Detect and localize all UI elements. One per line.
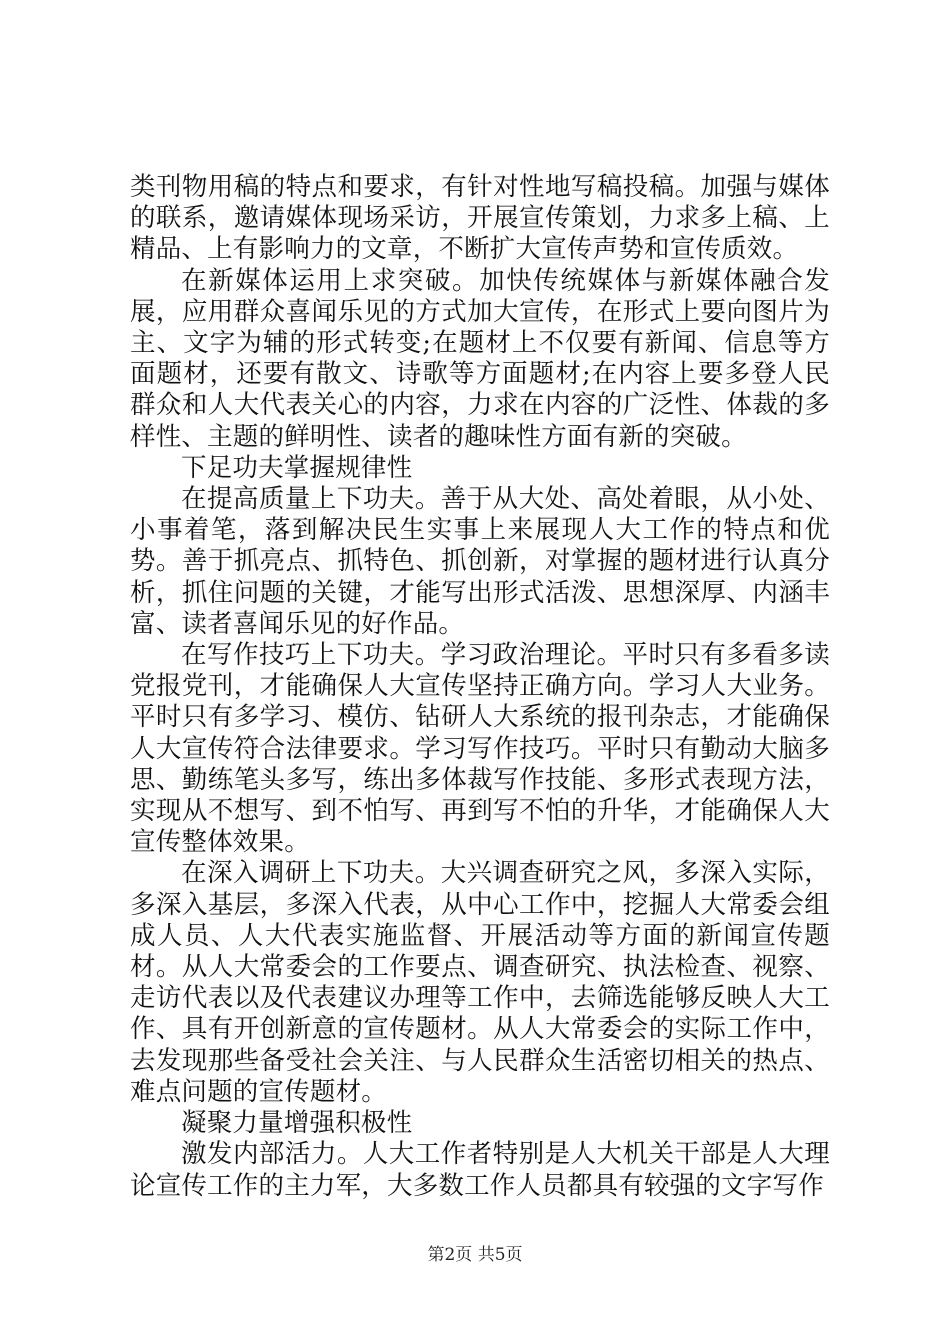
document-body [130, 172, 830, 1202]
page-number-label: 第2页 共5页 [427, 1245, 523, 1265]
page-footer [0, 1240, 950, 1265]
paragraph: 在新媒体运用上求突破。加快传统媒体与新媒体融合发展，应用群众喜闻乐见的方式加大宣传，在形式上要向图片为主、文字为辅的形式转变;在题材上不仅要有新闻、信息等方面题材，还要有散文、诗歌等方面题材;在内容上要多登人民群众和人大代表关心的内容，力求在内容的广泛性、体裁的多样性、主题的鲜明性、读者的趣味性方面有新的突破。 [130, 265, 830, 452]
section-heading: 凝聚力量增强积极性 [181, 1108, 413, 1139]
section-heading: 下足功夫掌握规律性 [181, 452, 413, 483]
paragraph: 在写作技巧上下功夫。学习政治理论。平时只有多看多读党报党刊，才能确保人大宣传坚持正确方向。学习人大业务。平时只有多学习、模仿、钻研人大系统的报刊杂志，才能确保人大宣传符合法律要求。学习写作技巧。平时只有勤动大脑多思、勤练笔头多写，练出多体裁写作技能、多形式表现方法，实现从不想写、到不怕写、再到写不怕的升华，才能确保人大宣传整体效果。 [130, 640, 830, 858]
paragraph-continuation: 类刊物用稿的特点和要求，有针对性地写稿投稿。加强与媒体的联系，邀请媒体现场采访，开展宣传策划，力求多上稿、上精品、上有影响力的文章，不断扩大宣传声势和宣传质效。 [130, 172, 830, 265]
paragraph: 在深入调研上下功夫。大兴调查研究之风，多深入实际，多深入基层，多深入代表，从中心工作中，挖掘人大常委会组成人员、人大代表实施监督、开展活动等方面的新闻宣传题材。从人大常委会的工作要点、调查研究、执法检查、视察、走访代表以及代表建议办理等工作中，去筛选能够反映人大工作、具有开创新意的宣传题材。从人大常委会的实际工作中，去发现那些备受社会关注、与人民群众生活密切相关的热点、难点问题的宣传题材。 [130, 858, 830, 1107]
paragraph: 激发内部活力。人大工作者特别是人大机关干部是人大理论宣传工作的主力军，大多数工作人员都具有较强的文字写作 [130, 1139, 830, 1201]
paragraph: 在提高质量上下功夫。善于从大处、高处着眼，从小处、小事着笔，落到解决民生实事上来展现人大工作的特点和优势。善于抓亮点、抓特色、抓创新，对掌握的题材进行认真分析，抓住问题的关键，才能写出形式活泼、思想深厚、内涵丰富、读者喜闻乐见的好作品。 [130, 484, 830, 639]
